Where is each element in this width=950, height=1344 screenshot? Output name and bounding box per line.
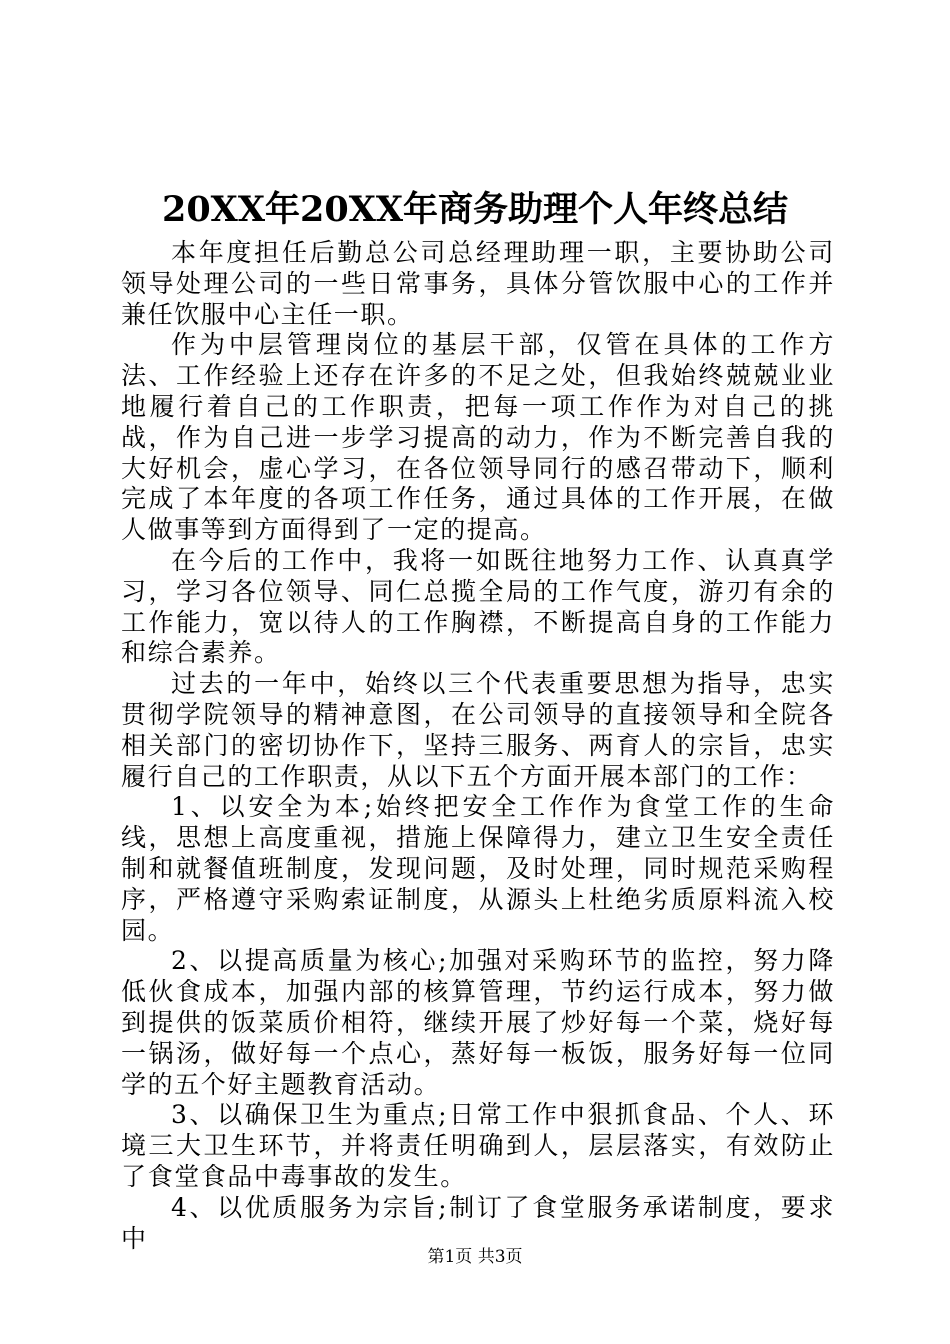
paragraph-item-quality: 2、以提高质量为核心;加强对采购环节的监控，努力降低伙食成本，加强内部的核算管理，节约运行成本，努力做到提供的饭菜质价相符，继续开展了炒好每一个菜，烧好每一锅汤，做好每一个点心，蒸好每一板饭，服务好每一位同学的五个好主题教育活动。 (121, 946, 835, 1099)
paragraph-year-review: 过去的一年中，始终以三个代表重要思想为指导，忠实贯彻学院领导的精神意图，在公司领导的直接领导和全院各相关部门的密切协作下，坚持三服务、两育人的宗旨，忠实履行自己的工作职责，从以下五个方面开展本部门的工作： (121, 669, 835, 791)
paragraph-item-service: 4、以优质服务为宗旨;制订了食堂服务承诺制度，要求中 (121, 1192, 835, 1253)
paragraph-self-assessment: 作为中层管理岗位的基层干部，仅管在具体的工作方法、工作经验上还存在许多的不足之处，但我始终兢兢业业地履行着自己的工作职责，把每一项工作作为对自己的挑战，作为自己进一步学习提高的动力，作为不断完善自我的大好机会，虚心学习，在各位领导同行的感召带动下，顺利完成了本年度的各项工作任务，通过具体的工作开展，在做人做事等到方面得到了一定的提高。 (121, 330, 835, 545)
paragraph-intro: 本年度担任后勤总公司总经理助理一职，主要协助公司领导处理公司的一些日常事务，具体分管饮服中心的工作并兼任饮服中心主任一职。 (121, 238, 835, 329)
document-title: 20XX年20XX年商务助理个人年终总结 (161, 189, 789, 230)
paragraph-future-plan: 在今后的工作中，我将一如既往地努力工作、认真真学习，学习各位领导、同仁总揽全局的工作气度，游刃有余的工作能力，宽以待人的工作胸襟，不断提高自身的工作能力和综合素养。 (121, 545, 835, 668)
paragraph-item-hygiene: 3、以确保卫生为重点;日常工作中狠抓食品、个人、环境三大卫生环节，并将责任明确到人，层层落实，有效防止了食堂食品中毒事故的发生。 (121, 1100, 835, 1191)
paragraph-item-safety: 1、以安全为本;始终把安全工作作为食堂工作的生命线，思想上高度重视，措施上保障得力，建立卫生安全责任制和就餐值班制度，发现问题，及时处理，同时规范采购程序，严格遵守采购索证制度，从源头上杜绝劣质原料流入校园。 (121, 792, 835, 945)
document-body (121, 238, 835, 1254)
page-number-footer: 第1页 共3页 (427, 1247, 523, 1267)
